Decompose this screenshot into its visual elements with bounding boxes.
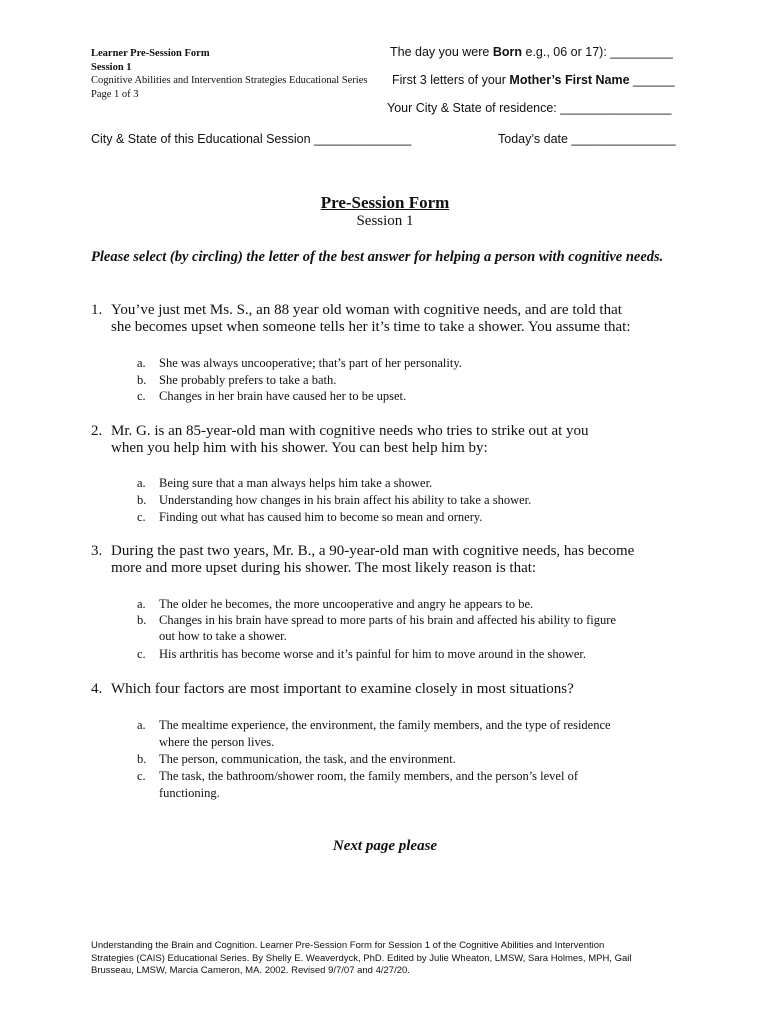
option-text: Changes in her brain have caused her to be upset. — [159, 389, 407, 403]
option-letter: c. — [137, 769, 146, 783]
question-1 — [91, 302, 631, 336]
question-number: 4. — [91, 681, 103, 697]
option-letter: c. — [137, 647, 146, 661]
option-letter: b. — [137, 613, 147, 627]
question-4 — [91, 681, 574, 698]
page-title: Pre-Session Form — [320, 193, 450, 212]
option-letter: a. — [137, 356, 146, 370]
question-text: Which four factors are most important to examine closely in most situations? — [111, 681, 574, 697]
instructions: Please select (by circling) the letter of the best answer for helping a person with cognitive needs. — [91, 249, 664, 265]
option-letter: c. — [137, 510, 146, 524]
mother-first-name-field[interactable]: First 3 letters of your Mother’s First Name ______ — [392, 73, 675, 87]
option-text: functioning. — [159, 786, 220, 800]
footer-line: Brusseau, LMSW, Marcia Cameron, MA. 2002. Revised 9/7/07 and 4/27/20. — [91, 965, 410, 976]
option-text: Being sure that a man always helps him take a shower. — [159, 476, 433, 490]
session-label: Session 1 — [91, 61, 132, 73]
question-number: 3. — [91, 543, 103, 559]
footer-citation — [91, 940, 631, 978]
header-left — [91, 47, 367, 101]
option-text: out how to take a shower. — [159, 629, 287, 643]
option-letter: a. — [137, 597, 146, 611]
footer-line: Understanding the Brain and Cognition. Learner Pre-Session Form for Session 1 of the Cognitive Abilities and Intervention — [91, 940, 605, 951]
question-text: You’ve just met Ms. S., an 88 year old woman with cognitive needs, and are told that — [111, 302, 622, 318]
question-3 — [91, 543, 634, 577]
option-text: The task, the bathroom/shower room, the family members, and the person’s level of — [159, 769, 578, 783]
question-text: more and more upset during his shower. The most likely reason is that: — [111, 560, 537, 576]
residence-field[interactable]: Your City & State of residence: ________________ — [387, 101, 672, 115]
option-letter: b. — [137, 373, 147, 387]
page-number: Page 1 of 3 — [91, 88, 139, 100]
option-text: Understanding how changes in his brain affect his ability to take a shower. — [159, 493, 532, 507]
next-page-note: Next page please — [332, 838, 438, 854]
question-text: when you help him with his shower. You can best help him by: — [111, 440, 488, 456]
option-text: The mealtime experience, the environment, the family members, and the type of residence — [159, 718, 611, 732]
todays-date-field[interactable]: Today’s date _______________ — [498, 132, 676, 146]
question-number: 1. — [91, 302, 103, 318]
question-number: 2. — [91, 423, 103, 439]
session-location-field[interactable]: City & State of this Educational Session ______________ — [91, 132, 412, 146]
option-letter: c. — [137, 389, 146, 403]
option-letter: b. — [137, 493, 147, 507]
question-text: Mr. G. is an 85-year-old man with cognitive needs who tries to strike out at you — [111, 423, 589, 439]
question-2 — [91, 423, 589, 457]
option-text: Changes in his brain have spread to more parts of his brain and affected his ability to figure — [159, 613, 616, 627]
option-text: The person, communication, the task, and the environment. — [159, 752, 456, 766]
option-letter: b. — [137, 752, 147, 766]
question-text: During the past two years, Mr. B., a 90-year-old man with cognitive needs, has become — [111, 543, 635, 559]
option-text: She was always uncooperative; that’s part of her personality. — [159, 356, 462, 370]
form-name: Learner Pre-Session Form — [91, 48, 210, 59]
born-day-field[interactable]: The day you were Born e.g., 06 or 17): _________ — [390, 45, 673, 59]
option-letter: a. — [137, 476, 146, 490]
page-subtitle: Session 1 — [356, 213, 414, 229]
option-text: where the person lives. — [159, 735, 275, 749]
option-letter: a. — [137, 718, 146, 732]
option-text: The older he becomes, the more uncooperative and angry he appears to be. — [159, 597, 534, 611]
question-text: she becomes upset when someone tells her it’s time to take a shower. You assume that: — [111, 319, 631, 335]
footer-line: Strategies (CAIS) Educational Series. By Shelly E. Weaverdyck, PhD. Edited by Julie Wheaton, LMSW, Sara Holmes, MPH, Gail — [91, 952, 632, 964]
option-text: His arthritis has become worse and it’s painful for him to move around in the shower. — [159, 647, 586, 661]
option-text: She probably prefers to take a bath. — [159, 373, 337, 387]
series-name: Cognitive Abilities and Intervention Strategies Educational Series — [91, 75, 368, 86]
option-text: Finding out what has caused him to become so mean and ornery. — [159, 510, 483, 524]
